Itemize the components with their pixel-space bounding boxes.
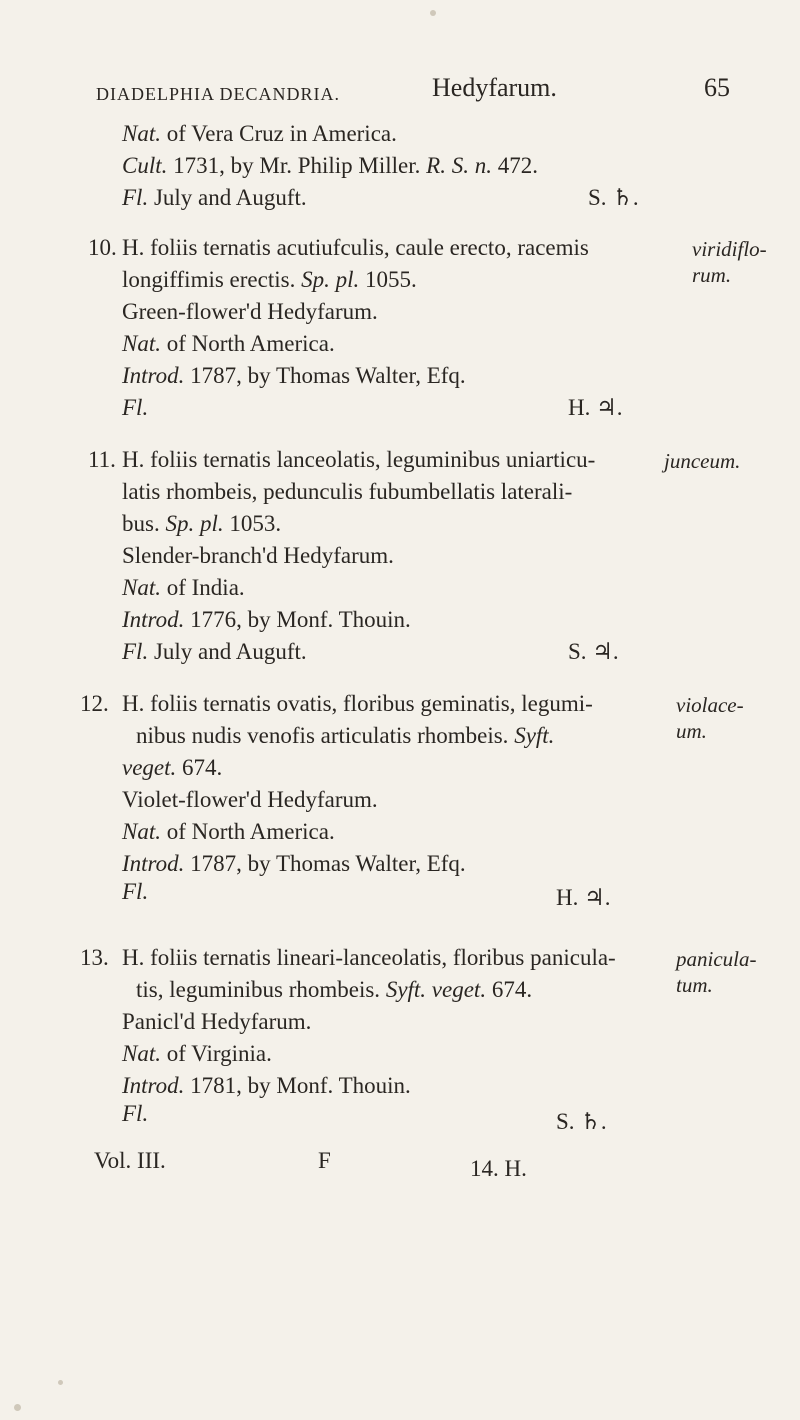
nat-line xyxy=(122,818,335,846)
status-symbol: H. ♃. xyxy=(556,885,611,910)
diagnosis-line xyxy=(136,976,532,1004)
cult-label: Cult. xyxy=(122,153,168,178)
cult-ref: R. S. n. xyxy=(426,153,492,178)
nat-line xyxy=(122,330,335,358)
signature-mark: F xyxy=(318,1148,331,1173)
nat-text: of Vera Cruz in America. xyxy=(160,121,397,146)
margin-epithet: tum. xyxy=(676,973,713,997)
diagnosis-line: H. foliis ternatis lanceolatis, leguminibus uniarticu- xyxy=(122,447,596,472)
introd-label: Introd. xyxy=(122,851,185,876)
diagnosis-line xyxy=(122,266,417,294)
running-header-class: DIADELPHIA DECANDRIA. xyxy=(96,84,340,104)
introd-text: 1787, by Thomas Walter, Efq. xyxy=(184,363,466,388)
common-name: Slender-branch'd Hedyfarum. xyxy=(122,543,394,568)
diagnosis-line: H. foliis ternatis acutiufculis, caule erecto, racemis xyxy=(122,235,589,260)
diagnosis-ref: Sp. pl. xyxy=(301,267,360,292)
diagnosis-ref-tail: 1055. xyxy=(359,267,417,292)
introd-line xyxy=(122,850,466,878)
status-symbol: S. ♄. xyxy=(556,1109,607,1134)
paper-speck xyxy=(430,10,436,16)
entry-number: 11. xyxy=(88,447,116,472)
diagnosis-ref: Syft. veget. xyxy=(385,977,487,1002)
common-name: Violet-flower'd Hedyfarum. xyxy=(122,787,378,812)
introd-line xyxy=(122,606,411,634)
nat-label: Nat. xyxy=(122,331,161,356)
fl-label: Fl. xyxy=(122,185,149,210)
margin-epithet: violace- xyxy=(676,693,744,717)
margin-epithet: panicula- xyxy=(676,947,757,971)
nat-text: of India. xyxy=(160,575,245,600)
introd-text: 1787, by Thomas Walter, Efq. xyxy=(184,851,466,876)
diagnosis-line xyxy=(122,510,281,538)
running-header-genus: Hedyfarum. xyxy=(432,73,557,102)
status-symbol: S. ♃. xyxy=(568,639,619,664)
diagnosis-ref-tail: 674. xyxy=(486,977,533,1002)
margin-epithet: junceum. xyxy=(664,449,741,473)
nat-line xyxy=(122,574,245,602)
nat-text: of North America. xyxy=(160,819,335,844)
introd-line xyxy=(122,1072,411,1100)
fl-label: Fl. xyxy=(122,639,149,664)
nat-text: of Virginia. xyxy=(160,1041,272,1066)
catchword: 14. H. xyxy=(470,1156,527,1181)
introd-label: Introd. xyxy=(122,1073,185,1098)
diagnosis-ref-tail: 1053. xyxy=(223,511,282,536)
diagnosis-line xyxy=(136,722,554,750)
margin-epithet: um. xyxy=(676,719,707,743)
status-symbol: H. ♃. xyxy=(568,395,623,420)
nat-text: of North America. xyxy=(160,331,335,356)
diagnosis-ref: Sp. pl. xyxy=(165,511,224,536)
diagnosis-line: latis rhombeis, pedunculis fubumbellatis laterali- xyxy=(122,479,573,504)
cult-text: 1731, by Mr. Philip Miller. xyxy=(167,153,427,178)
entry-number: 12. xyxy=(80,691,109,716)
fl-label: Fl. xyxy=(122,879,149,904)
diagnosis-text: nibus nudis venofis articulatis rhombeis. xyxy=(136,723,515,748)
nat-label: Nat. xyxy=(122,121,161,146)
fl-text: July and Auguft. xyxy=(148,639,307,664)
entry-number: 13. xyxy=(80,945,109,970)
common-name: Panicl'd Hedyfarum. xyxy=(122,1009,312,1034)
fl-line xyxy=(122,184,307,212)
volume-label: Vol. III. xyxy=(94,1148,166,1173)
status-symbol: S. ♄. xyxy=(588,185,639,210)
nat-label: Nat. xyxy=(122,575,161,600)
introd-label: Introd. xyxy=(122,363,185,388)
entry-number: 10. xyxy=(88,235,117,260)
margin-epithet: rum. xyxy=(692,263,732,287)
fl-line xyxy=(122,394,148,422)
nat-line xyxy=(122,120,397,148)
diagnosis-line: H. foliis ternatis lineari-lanceolatis, floribus panicula- xyxy=(122,945,616,970)
diagnosis-text: bus. xyxy=(122,511,166,536)
diagnosis-text: tis, leguminibus rhombeis. xyxy=(136,977,386,1002)
nat-label: Nat. xyxy=(122,819,161,844)
diagnosis-ref: veget. xyxy=(122,755,177,780)
diagnosis-ref-tail: 674. xyxy=(176,755,223,780)
common-name: Green-flower'd Hedyfarum. xyxy=(122,299,378,324)
paper-speck xyxy=(14,1404,21,1411)
nat-line xyxy=(122,1040,272,1068)
introd-label: Introd. xyxy=(122,607,185,632)
page-number: 65 xyxy=(704,73,730,102)
diagnosis-text: longiffimis erectis. xyxy=(122,267,302,292)
cult-ref-tail: 472. xyxy=(491,153,538,178)
margin-epithet: viridiflo- xyxy=(692,237,767,261)
fl-line xyxy=(122,638,307,666)
diagnosis-line xyxy=(122,754,222,782)
introd-line xyxy=(122,362,466,390)
fl-label: Fl. xyxy=(122,395,149,420)
diagnosis-line: H. foliis ternatis ovatis, floribus geminatis, legumi- xyxy=(122,691,593,716)
fl-text: July and Auguft. xyxy=(148,185,307,210)
introd-text: 1776, by Monf. Thouin. xyxy=(184,607,411,632)
diagnosis-ref: Syft. xyxy=(514,723,555,748)
introd-text: 1781, by Monf. Thouin. xyxy=(184,1073,411,1098)
paper-speck xyxy=(58,1380,63,1385)
fl-line xyxy=(122,1100,148,1128)
fl-label: Fl. xyxy=(122,1101,149,1126)
nat-label: Nat. xyxy=(122,1041,161,1066)
fl-line xyxy=(122,878,148,906)
cult-line xyxy=(122,152,538,180)
